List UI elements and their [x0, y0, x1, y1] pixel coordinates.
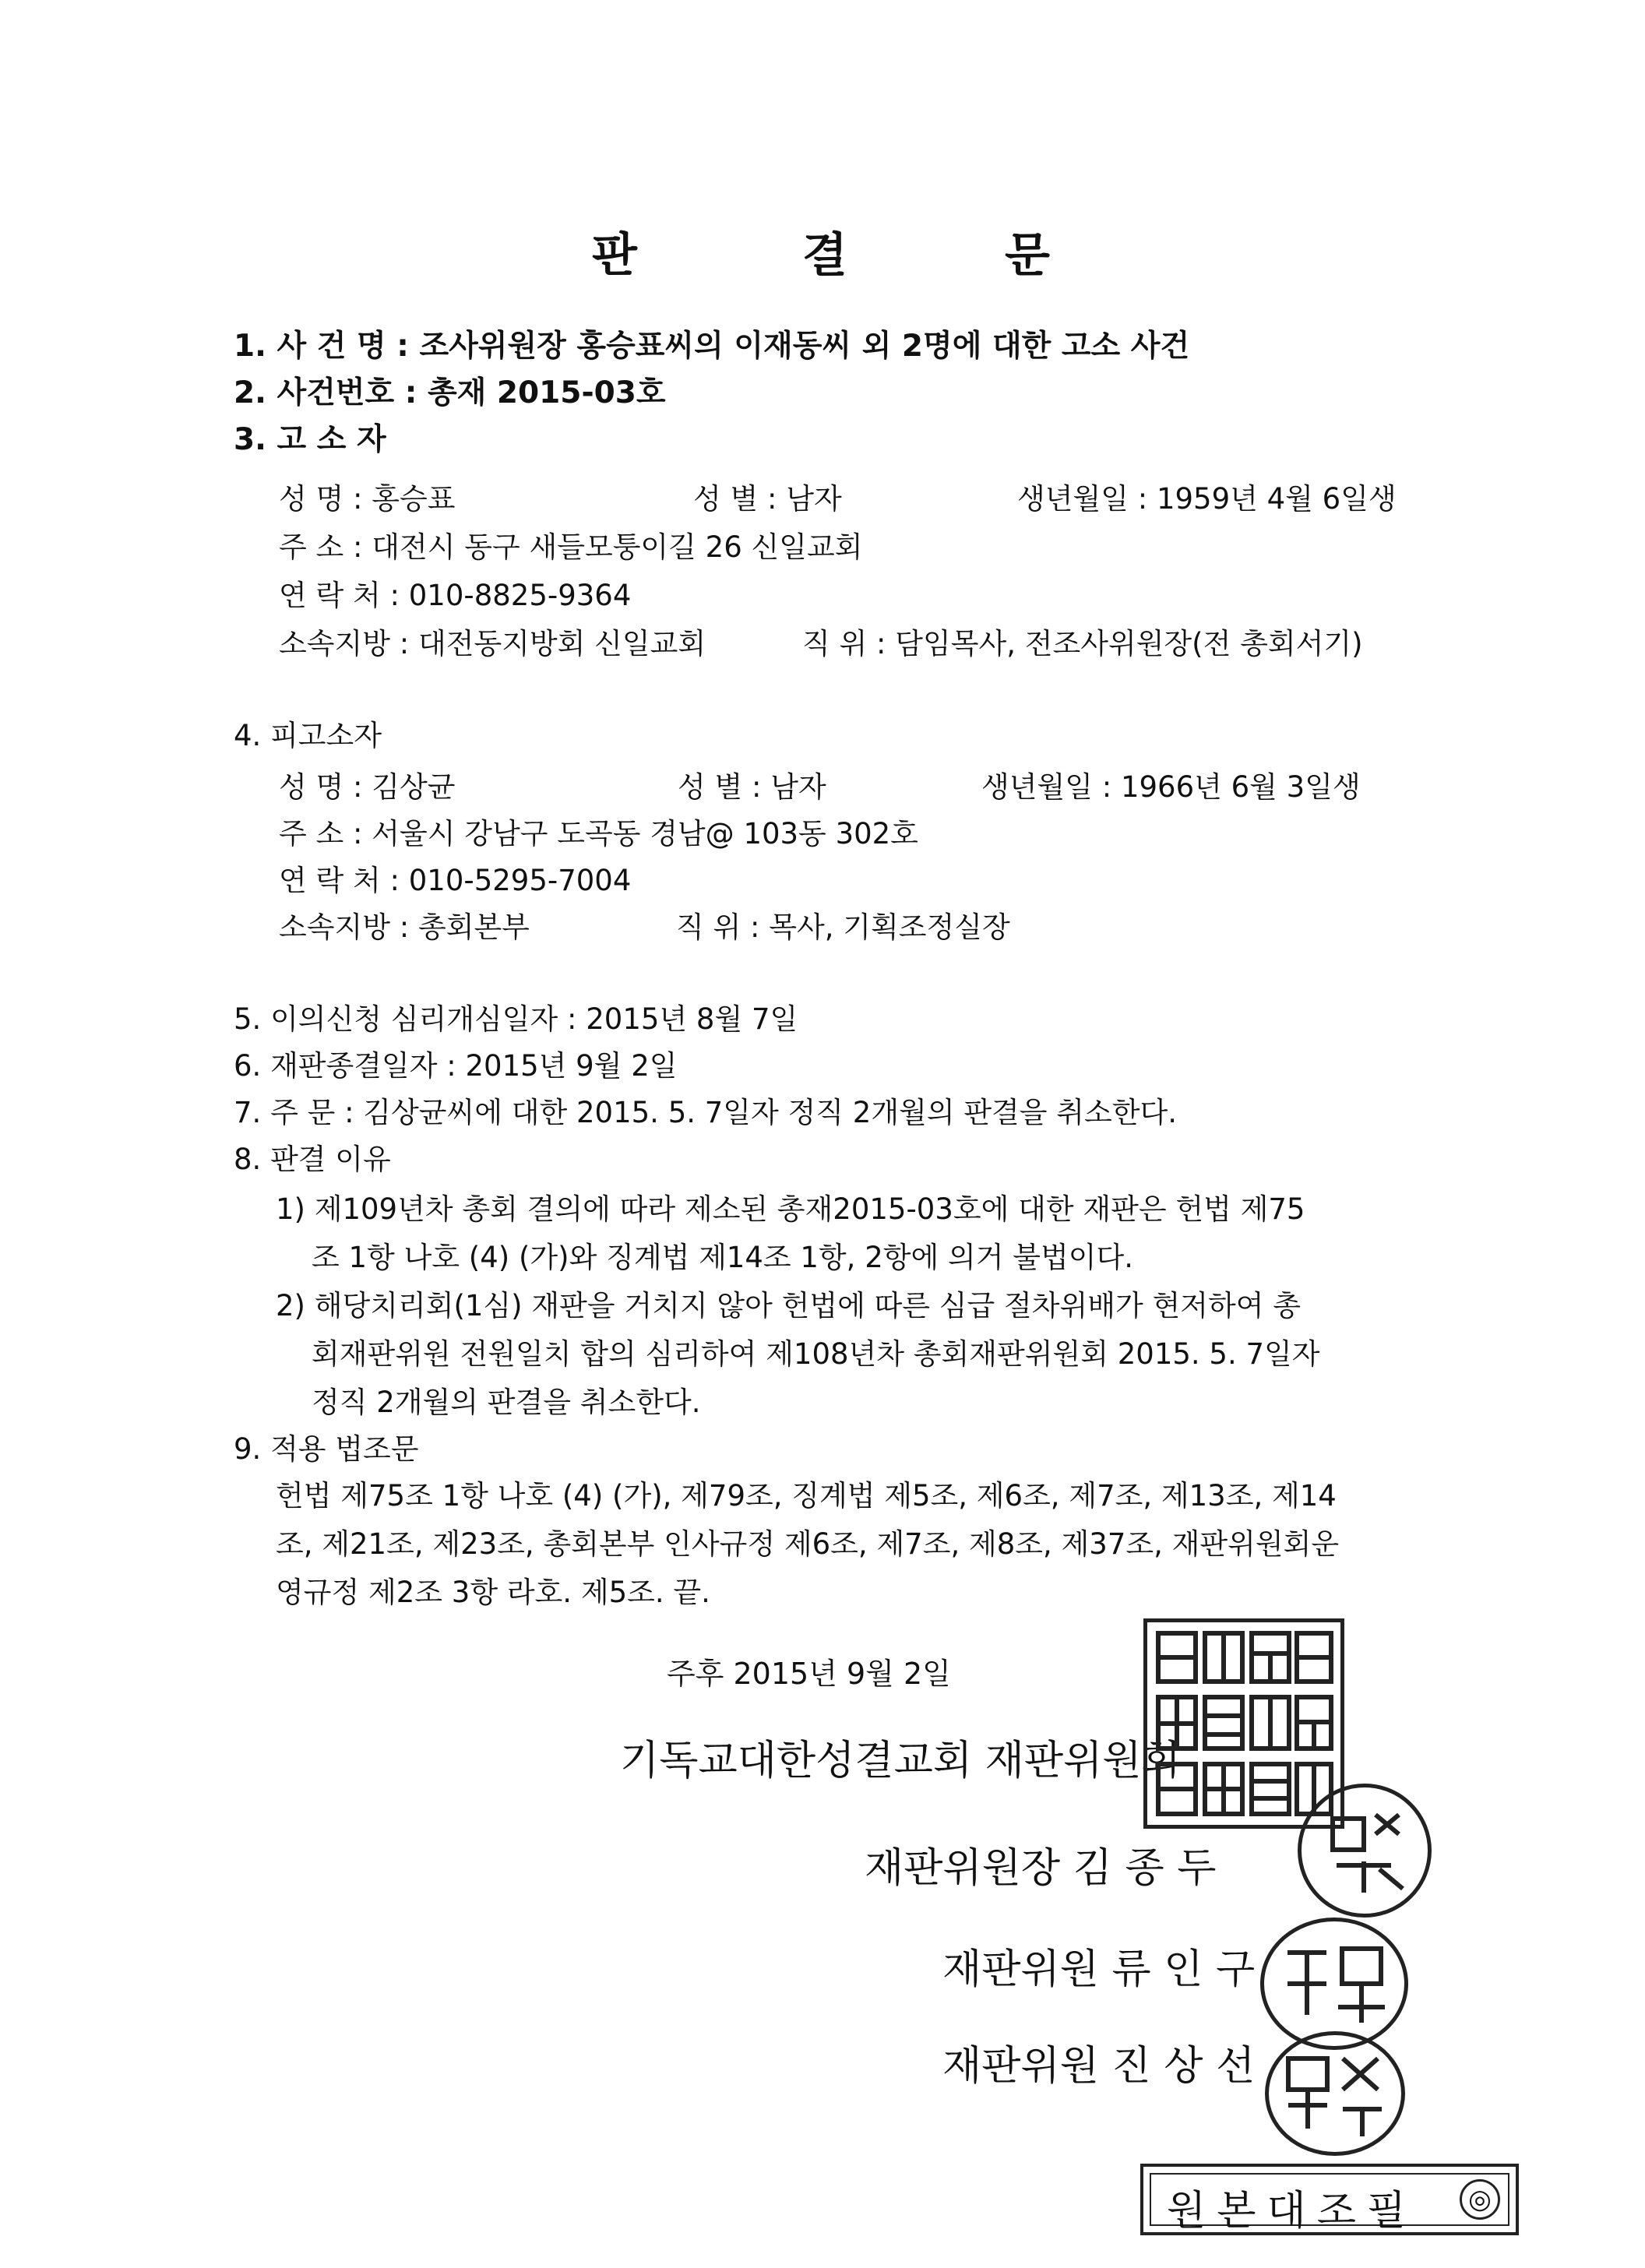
defendant-heading: 4. 피고소자	[234, 719, 382, 752]
case-number: 2. 사건번호 : 총재 2015-03호	[234, 375, 666, 410]
seal-member-2	[1265, 2031, 1405, 2156]
complainant-contact: 연 락 처 : 010-8825-9364	[279, 579, 632, 612]
reason-1-line-2: 조 1항 나호 (4) (가)와 징계법 제14조 1항, 2항에 의거 불법이다.	[312, 1241, 1133, 1274]
stamp-text: 원본대조필	[1167, 2188, 1418, 2235]
ruling: 7. 주 문 : 김상균씨에 대한 2015. 5. 7일자 정직 2개월의 판결을 취소한다.	[234, 1096, 1178, 1129]
reason-1-line-1: 1) 제109년차 총회 결의에 따라 제소된 총재2015-03호에 대한 재판은 헌법 제75	[276, 1192, 1305, 1226]
complainant-position: 직 위 : 담임목사, 전조사위원장(전 총회서기)	[802, 627, 1363, 660]
defendant-birth: 생년월일 : 1966년 6월 3일생	[981, 770, 1361, 804]
complainant-heading: 3. 고 소 자	[234, 422, 386, 457]
reason-2-line-2: 회재판위원 전원일치 합의 심리하여 제108년차 총회재판위원회 2015. 5. 7일자	[312, 1337, 1320, 1371]
signature-member-1: 재판위원 류 인 구	[942, 1946, 1256, 1993]
title-char-1: 판	[592, 228, 637, 283]
stamp-circle-mark: ◎	[1460, 2179, 1500, 2220]
laws-line-3: 영규정 제2조 3항 라호. 제5조. 끝.	[276, 1576, 710, 1609]
laws-line-1: 헌법 제75조 1항 나호 (4) (가), 제79조, 징계법 제5조, 제6조, 제7조, 제13조, 제14	[276, 1479, 1337, 1513]
title-char-2: 결	[802, 228, 847, 283]
reasons-heading: 8. 판결 이유	[234, 1143, 391, 1176]
court-name: 기독교대한성결교회 재판위원회	[620, 1738, 1181, 1784]
judgment-date: 주후 2015년 9월 2일	[667, 1657, 951, 1691]
complainant-name: 성 명 : 홍승표	[279, 482, 456, 516]
signature-chair: 재판위원장 김 종 두	[865, 1845, 1217, 1892]
defendant-affiliation: 소속지방 : 총회본부	[279, 910, 530, 944]
complainant-birth: 생년월일 : 1959년 4월 6일생	[1017, 482, 1397, 516]
case-name: 1. 사 건 명 : 조사위원장 홍승표씨의 이재동씨 외 2명에 대한 고소 사건	[234, 329, 1190, 364]
signature-member-2: 재판위원 진 상 선	[942, 2043, 1256, 2090]
defendant-sex: 성 별 : 남자	[678, 770, 826, 804]
complainant-sex: 성 별 : 남자	[693, 482, 842, 516]
defendant-name: 성 명 : 김상균	[279, 770, 456, 804]
laws-line-2: 조, 제21조, 제23조, 총회본부 인사규정 제6조, 제7조, 제8조, 제37조, 재판위원회운	[276, 1527, 1340, 1561]
conclusion-date: 6. 재판종결일자 : 2015년 9월 2일	[234, 1049, 678, 1083]
laws-heading: 9. 적용 법조문	[234, 1432, 419, 1466]
complainant-address: 주 소 : 대전시 동구 새들모퉁이길 26 신일교회	[279, 530, 863, 564]
defendant-position: 직 위 : 목사, 기획조정실장	[676, 910, 1010, 944]
seal-chair	[1298, 1784, 1432, 1918]
reason-2-line-3: 정직 2개월의 판결을 취소한다.	[312, 1386, 701, 1419]
hearing-date: 5. 이의신청 심리개심일자 : 2015년 8월 7일	[234, 1002, 798, 1036]
reason-2-line-1: 2) 해당치리회(1심) 재판을 거치지 않아 헌법에 따른 심급 절차위배가 현저하여 총	[276, 1289, 1301, 1322]
title-char-3: 문	[1005, 228, 1050, 283]
defendant-contact: 연 락 처 : 010-5295-7004	[279, 864, 632, 897]
certified-copy-stamp	[1140, 2164, 1519, 2235]
complainant-affiliation: 소속지방 : 대전동지방회 신일교회	[279, 627, 706, 660]
seal-member-1	[1260, 1918, 1408, 2050]
defendant-address: 주 소 : 서울시 강남구 도곡동 경남@ 103동 302호	[279, 817, 918, 850]
